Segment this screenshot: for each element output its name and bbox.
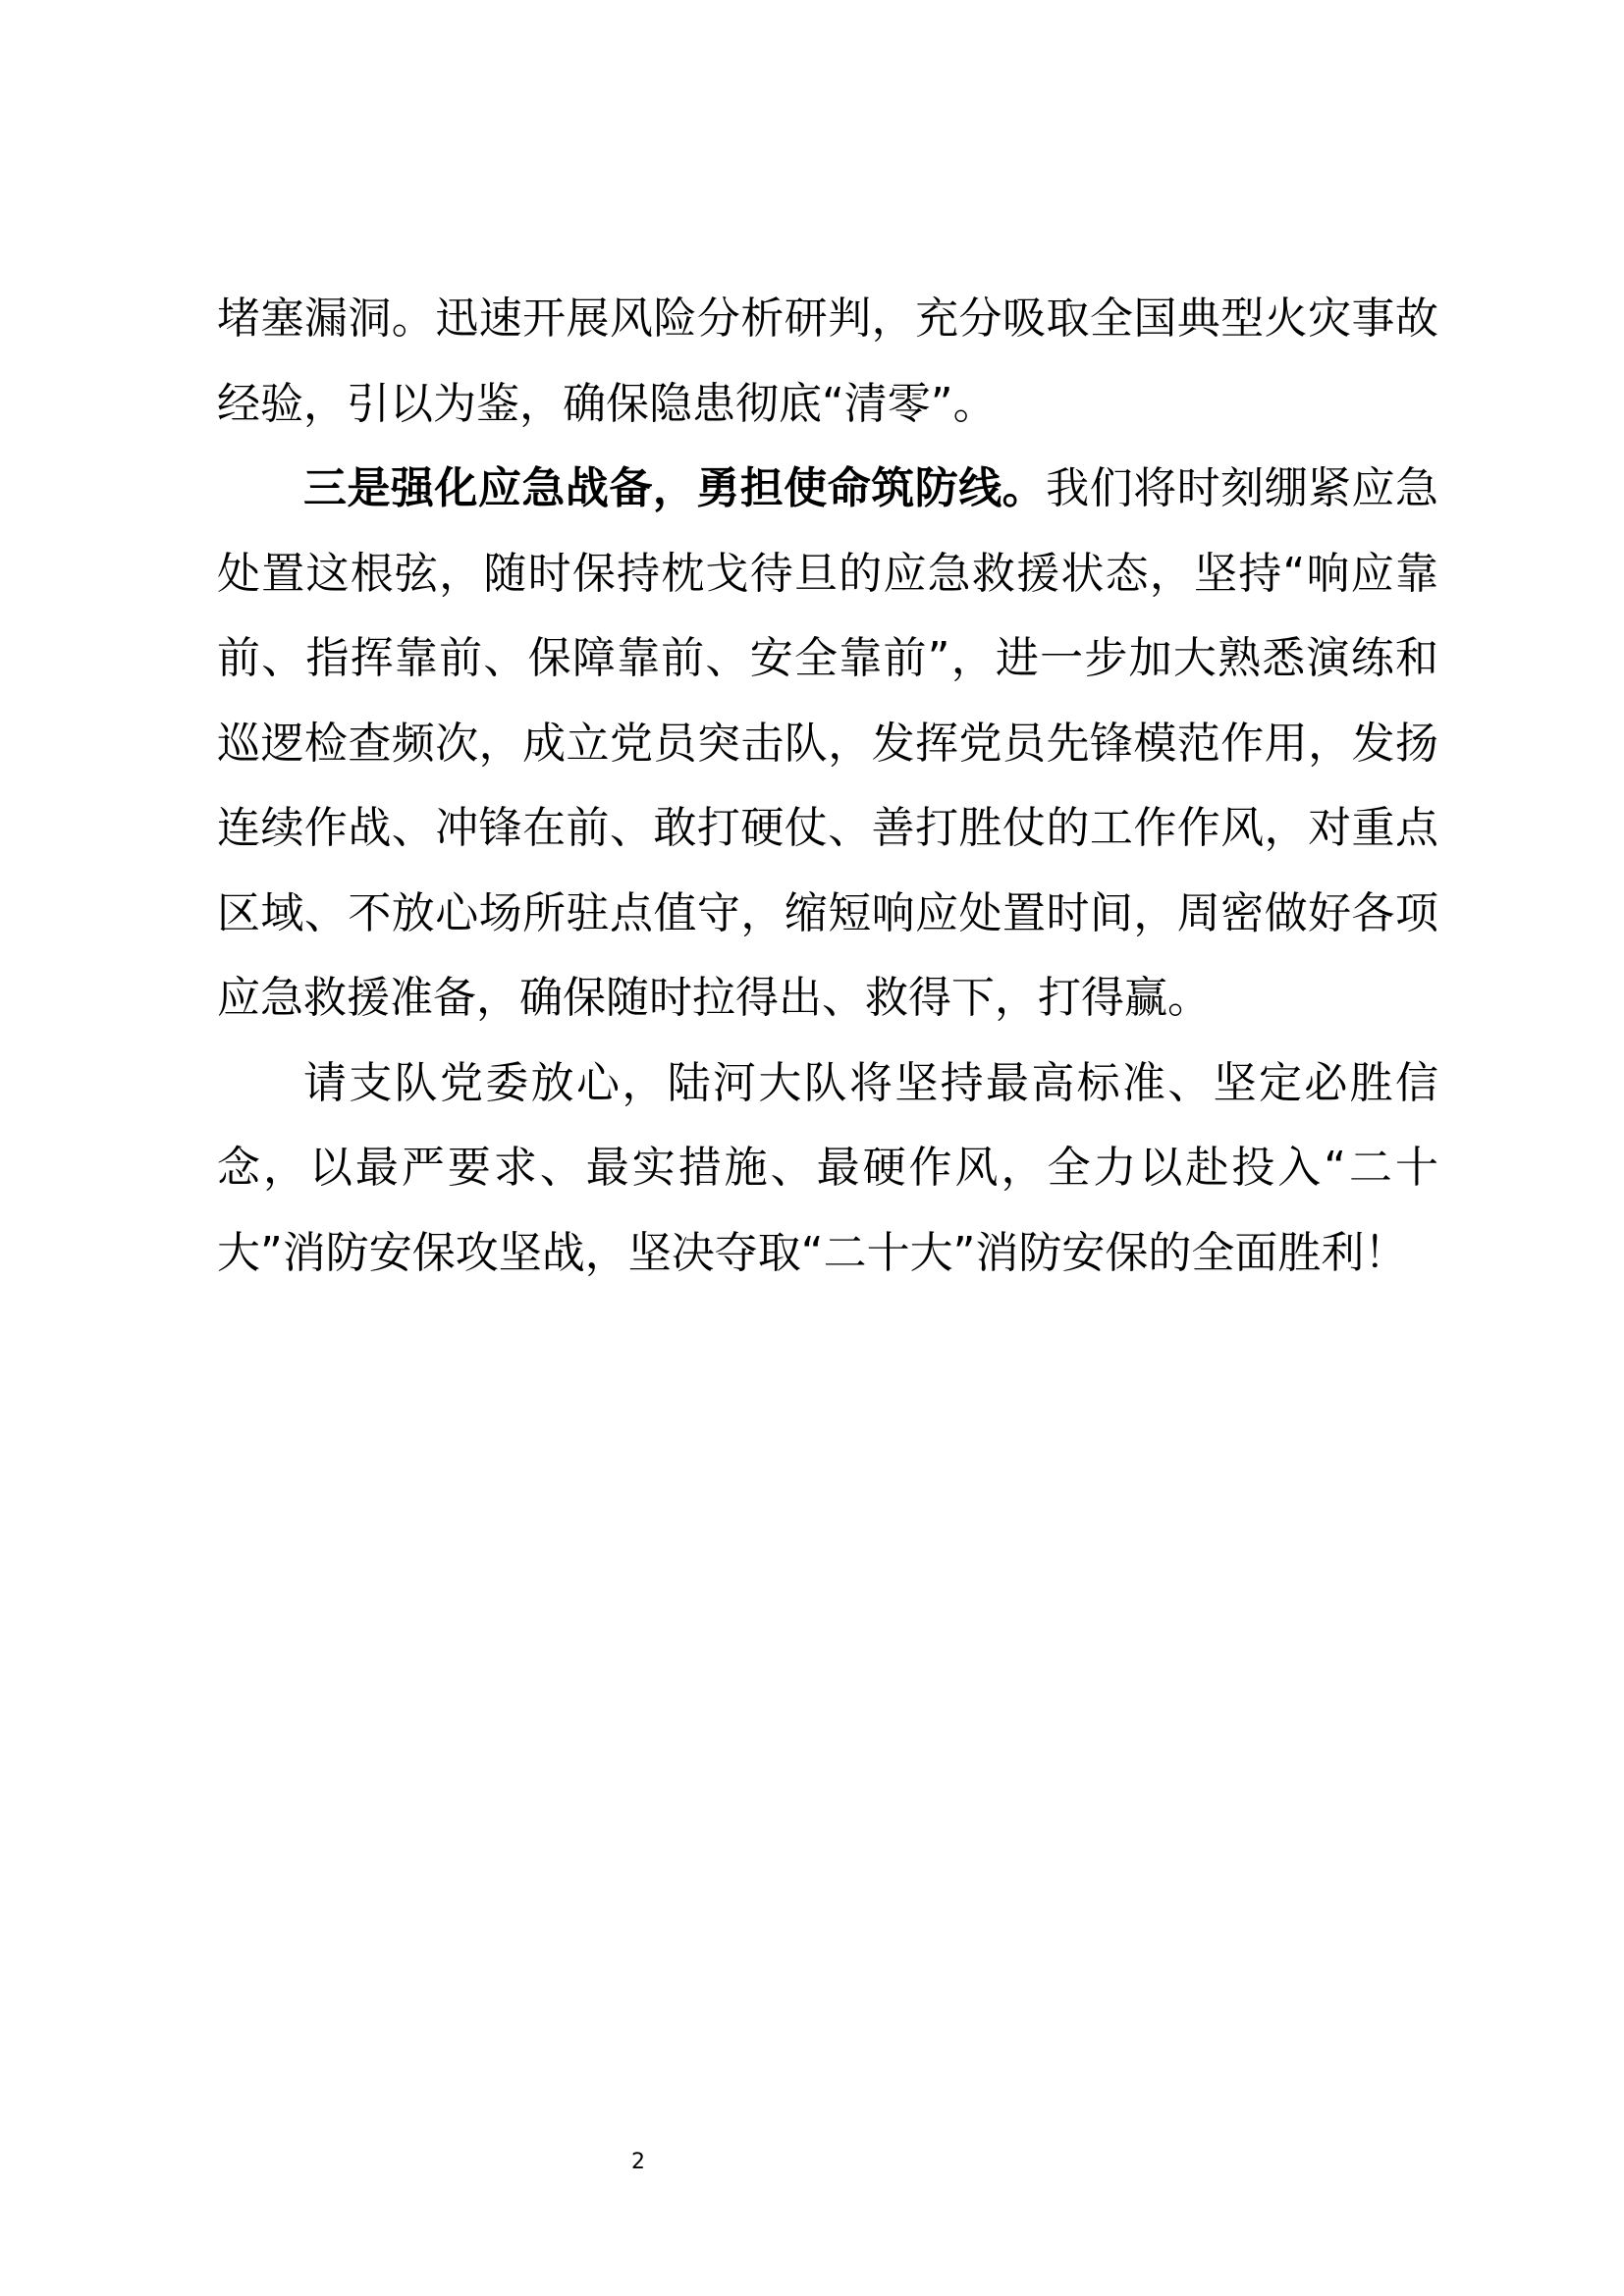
paragraph-3 xyxy=(217,1041,1438,1297)
paragraph-2-text: 我们将时刻绷紧应急处置这根弦，随时保持枕戈待旦的应急救援状态，坚持“响应靠前、指挥靠前、保障靠前、安全靠前”，进一步加大熟悉演练和巡逻检查频次，成立党员突击队，发挥党员先锋模范作用，发扬连续作战、冲锋在前、敢打硬仗、善打胜仗的工作作风，对重点区域、不放心场所驻点值守，缩短响应处置时间，周密做好各项应急救援准备，确保随时拉得出、救得下，打得赢。 xyxy=(217,463,1439,1023)
paragraph-2 xyxy=(217,447,1438,1041)
document-body xyxy=(217,277,1438,1296)
paragraph-2-heading: 三是强化应急战备，勇担使命筑防线。 xyxy=(303,463,1047,513)
page-number: 2 xyxy=(631,2150,645,2174)
paragraph-3-text: 请支队党委放心，陆河大队将坚持最高标准、坚定必胜信念，以最严要求、最实措施、最硬作风，全力以赴投入“二十大”消防安保攻坚战，坚决夺取“二十大”消防安保的全面胜利！ xyxy=(217,1057,1438,1278)
paragraph-1-text: 堵塞漏洞。迅速开展风险分析研判，充分吸取全国典型火灾事故经验，引以为鉴，确保隐患彻底“清零”。 xyxy=(217,294,1438,429)
paragraph-1 xyxy=(217,277,1438,447)
